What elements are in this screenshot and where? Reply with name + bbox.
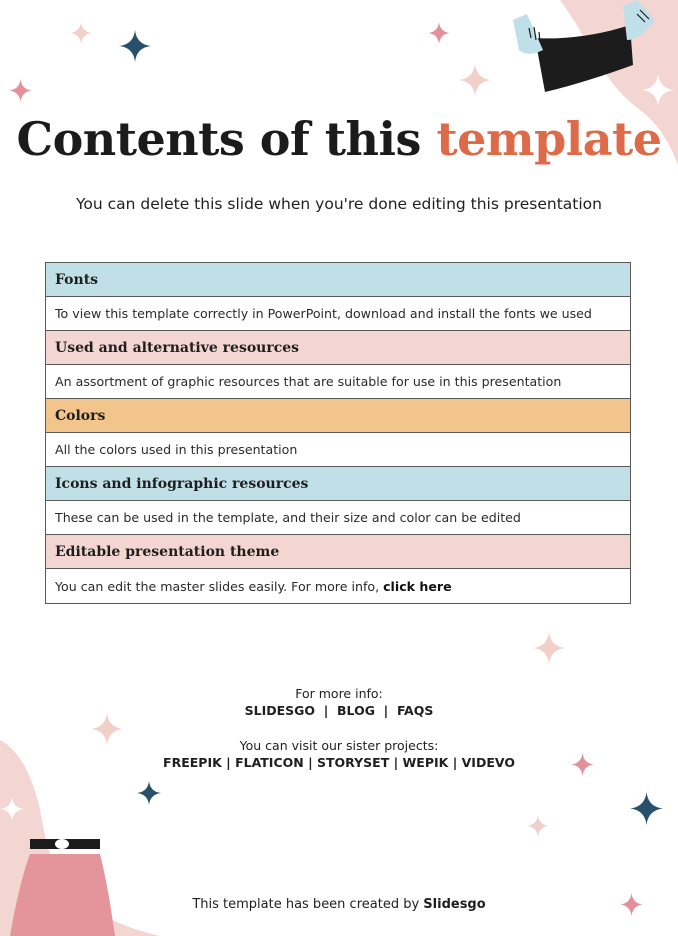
section-header-fonts: Fonts: [46, 263, 630, 297]
section-desc-theme: [46, 569, 630, 603]
link-slidesgo[interactable]: SLIDESGO: [244, 703, 316, 718]
sparkle-icon: [0, 797, 24, 821]
section-header-resources: Used and alternative resources: [46, 331, 630, 365]
link-freepik[interactable]: FREEPIK: [163, 755, 222, 770]
section-desc-resources: An assortment of graphic resources that are suitable for use in this presentation: [46, 365, 630, 399]
sparkle-icon: [533, 632, 565, 664]
footer-brand-link[interactable]: Slidesgo: [423, 897, 486, 912]
link-videvo[interactable]: VIDEVO: [461, 755, 515, 770]
page-title: [0, 112, 678, 166]
link-storyset[interactable]: STORYSET: [317, 755, 390, 770]
contents-table: [45, 262, 631, 604]
link-flaticon[interactable]: FLATICON: [235, 755, 304, 770]
footer-credit: [0, 897, 678, 912]
sparkle-icon: [119, 30, 151, 62]
sister-projects-links: FREEPIK | FLATICON | STORYSET | WEPIK | VIDEVO: [163, 755, 515, 770]
title-accent: template: [436, 112, 662, 166]
sparkle-icon: [642, 74, 674, 106]
sparkle-icon: [9, 79, 32, 102]
sister-projects-block: [0, 738, 678, 770]
sparkle-icon: [459, 64, 491, 96]
section-desc-fonts: To view this template correctly in PowerPoint, download and install the fonts we used: [46, 297, 630, 331]
title-main: Contents of this: [16, 112, 437, 166]
section-header-theme: Editable presentation theme: [46, 535, 630, 569]
more-info-label: For more info:: [295, 686, 383, 701]
subtitle: You can delete this slide when you're done editing this presentation: [76, 195, 602, 213]
section-desc-colors: All the colors used in this presentation: [46, 433, 630, 467]
sister-projects-label: You can visit our sister projects:: [239, 738, 439, 753]
more-info-block: [0, 686, 678, 718]
sparkle-icon: [630, 792, 663, 825]
link-wepik[interactable]: WEPIK: [402, 755, 449, 770]
sparkle-icon: [70, 22, 92, 44]
more-info-links: SLIDESGO | BLOG | FAQS: [244, 703, 434, 718]
section-header-icons: Icons and infographic resources: [46, 467, 630, 501]
section-header-colors: Colors: [46, 399, 630, 433]
sparkle-icon: [137, 781, 161, 805]
click-here-link[interactable]: click here: [383, 578, 452, 594]
sparkle-icon: [428, 22, 450, 44]
link-faqs[interactable]: FAQS: [396, 703, 434, 718]
footer-text: This template has been created by: [192, 897, 424, 912]
theme-desc-text: You can edit the master slides easily. For more info,: [55, 578, 384, 594]
garment-illustration-top: [505, 0, 665, 100]
section-desc-icons: These can be used in the template, and their size and color can be edited: [46, 501, 630, 535]
skirt-illustration: [10, 836, 115, 936]
link-blog[interactable]: BLOG: [337, 703, 375, 718]
sparkle-icon: [527, 815, 549, 837]
